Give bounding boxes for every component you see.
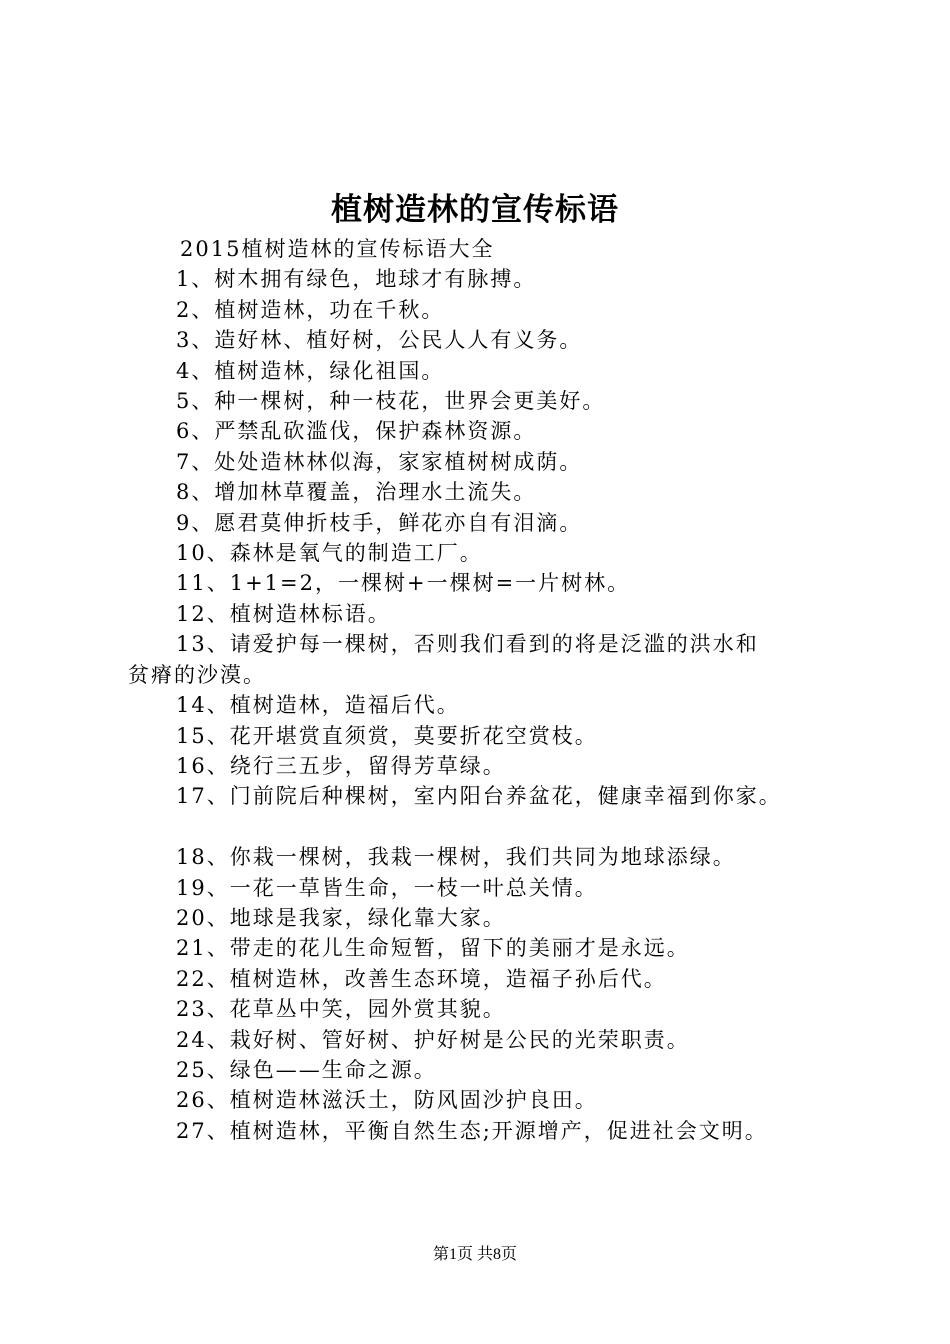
slogan-item: 8、增加林草覆盖，治理水土流失。 <box>176 480 537 505</box>
slogan-item: 7、处处造林林似海，家家植树树成荫。 <box>176 449 583 474</box>
slogan-item: 13、请爱护每一棵树，否则我们看到的将是泛滥的洪水和 <box>176 632 759 657</box>
page-footer: 第1页 共8页 <box>432 1246 517 1263</box>
slogan-item: 14、植树造林，造福后代。 <box>176 693 460 718</box>
slogan-item: 1、树木拥有绿色，地球才有脉搏。 <box>176 267 537 292</box>
slogan-item: 11、1+1=2，一棵树+一棵树=一片树林。 <box>176 571 631 596</box>
slogan-item: 17、门前院后种棵树，室内阳台养盆花，健康幸福到你家。 <box>176 784 782 809</box>
slogan-item: 24、栽好树、管好树、护好树是公民的光荣职责。 <box>176 1027 690 1052</box>
slogan-item: 25、绿色——生命之源。 <box>176 1057 437 1082</box>
paragraph-gap <box>128 812 848 842</box>
slogan-item: 23、花草丛中笑，园外赏其貌。 <box>176 997 506 1022</box>
slogan-item: 4、植树造林，绿化祖国。 <box>176 358 445 383</box>
slogan-item: 9、愿君莫伸折枝手，鲜花亦自有泪滴。 <box>176 510 583 535</box>
document-body <box>128 234 848 1146</box>
subtitle-line: 2015植树造林的宣传标语大全 <box>180 237 495 261</box>
slogan-item-continuation: 贫瘠的沙漠。 <box>128 662 266 687</box>
slogan-item: 22、植树造林，改善生态环境，造福子孙后代。 <box>176 966 667 991</box>
slogan-item: 19、一花一草皆生命，一枝一叶总关情。 <box>176 875 598 900</box>
slogan-item: 27、植树造林，平衡自然生态;开源增产，促进社会文明。 <box>176 1118 768 1143</box>
slogan-item: 21、带走的花儿生命短暂，留下的美丽才是永远。 <box>176 936 690 961</box>
document-title: 植树造林的宣传标语 <box>331 192 619 228</box>
slogan-item: 18、你栽一棵树，我栽一棵树，我们共同为地球添绿。 <box>176 845 736 870</box>
slogan-item: 6、严禁乱砍滥伐，保护森林资源。 <box>176 419 537 444</box>
slogan-item: 10、森林是氧气的制造工厂。 <box>176 541 483 566</box>
slogan-item: 3、造好林、植好树，公民人人有义务。 <box>176 328 583 353</box>
slogan-item: 15、花开堪赏直须赏，莫要折花空赏枝。 <box>176 723 598 748</box>
slogan-item: 5、种一棵树，种一枝花，世界会更美好。 <box>176 389 606 414</box>
slogan-item: 26、植树造林滋沃土，防风固沙护良田。 <box>176 1088 598 1113</box>
slogan-item: 20、地球是我家，绿化靠大家。 <box>176 905 506 930</box>
slogan-item: 2、植树造林，功在千秋。 <box>176 297 445 322</box>
slogan-item: 12、植树造林标语。 <box>176 601 391 626</box>
slogan-item: 16、绕行三五步，留得芳草绿。 <box>176 753 506 778</box>
